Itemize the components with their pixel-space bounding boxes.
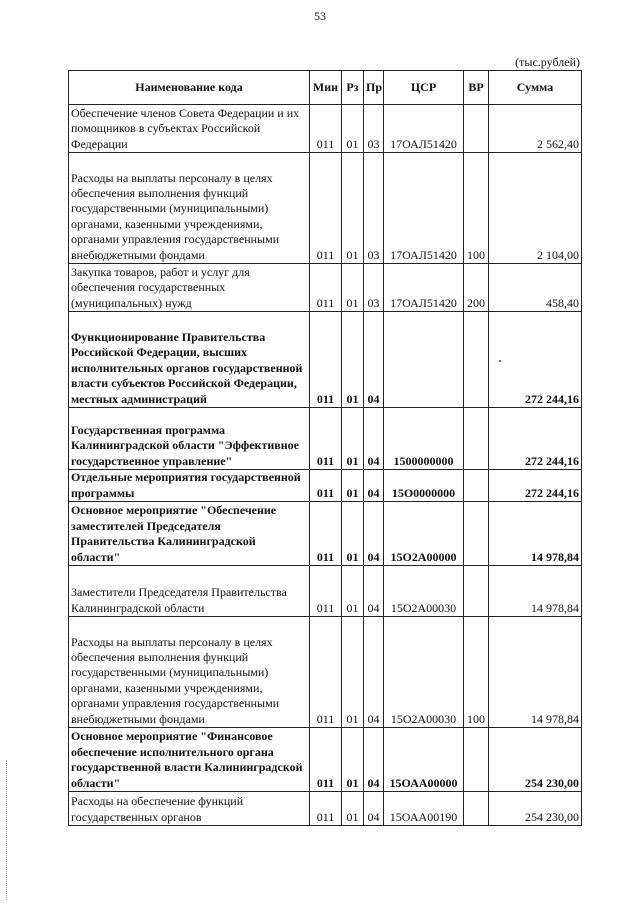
row-pr: 04 bbox=[364, 792, 384, 826]
row-min: 011 bbox=[310, 470, 342, 502]
row-pr: 04 bbox=[364, 470, 384, 502]
row-vr: 100 bbox=[464, 153, 489, 264]
row-csr: 15О2А00030 bbox=[384, 617, 464, 728]
row-name: Расходы на обеспечение функций государственных органов bbox=[69, 792, 310, 826]
table-row bbox=[69, 502, 582, 566]
table-header-row bbox=[69, 71, 582, 105]
row-name: Основное мероприятие "Обеспечение заместителей Председателя Правительства Калининградской области" bbox=[69, 502, 310, 566]
row-vr bbox=[464, 502, 489, 566]
row-sum: 2 562,40 bbox=[489, 105, 582, 153]
scan-margin-artifact bbox=[6, 760, 9, 900]
table-row bbox=[69, 312, 582, 408]
table-row bbox=[69, 153, 582, 264]
row-name: Закупка товаров, работ и услуг для обеспечения государственных (муниципальных) нужд bbox=[69, 264, 310, 312]
row-vr bbox=[464, 728, 489, 792]
row-csr: 15О2А00030 bbox=[384, 566, 464, 617]
row-min: 011 bbox=[310, 728, 342, 792]
row-rz: 01 bbox=[342, 105, 364, 153]
row-vr bbox=[464, 105, 489, 153]
header-csr: ЦСР bbox=[384, 71, 464, 105]
row-vr bbox=[464, 470, 489, 502]
row-vr: 100 bbox=[464, 617, 489, 728]
row-csr: 15ОАА00000 bbox=[384, 728, 464, 792]
row-csr: 1500000000 bbox=[384, 408, 464, 470]
row-rz: 01 bbox=[342, 617, 364, 728]
row-min: 011 bbox=[310, 105, 342, 153]
row-vr bbox=[464, 792, 489, 826]
row-rz: 01 bbox=[342, 470, 364, 502]
row-min: 011 bbox=[310, 153, 342, 264]
row-rz: 01 bbox=[342, 502, 364, 566]
page-number: 53 bbox=[314, 9, 326, 23]
row-min: 011 bbox=[310, 312, 342, 408]
row-csr: 15О2А00000 bbox=[384, 502, 464, 566]
table-row bbox=[69, 792, 582, 826]
row-vr bbox=[464, 408, 489, 470]
row-rz: 01 bbox=[342, 728, 364, 792]
row-min: 011 bbox=[310, 408, 342, 470]
row-pr: 04 bbox=[364, 312, 384, 408]
row-pr: 04 bbox=[364, 728, 384, 792]
row-min: 011 bbox=[310, 264, 342, 312]
row-vr bbox=[464, 312, 489, 408]
row-sum: 458,40 bbox=[489, 264, 582, 312]
row-min: 011 bbox=[310, 502, 342, 566]
row-rz: 01 bbox=[342, 792, 364, 826]
header-name: Наименование кода bbox=[69, 71, 310, 105]
row-min: 011 bbox=[310, 792, 342, 826]
row-rz: 01 bbox=[342, 408, 364, 470]
row-sum: 254 230,00 bbox=[489, 792, 582, 826]
row-vr bbox=[464, 566, 489, 617]
row-csr: 17ОАЛ51420 bbox=[384, 153, 464, 264]
row-sum: 14 978,84 bbox=[489, 566, 582, 617]
row-name: Заместители Председателя Правительства Калининградской области bbox=[69, 566, 310, 617]
table-row bbox=[69, 566, 582, 617]
row-pr: 04 bbox=[364, 617, 384, 728]
table-row bbox=[69, 617, 582, 728]
table-row bbox=[69, 105, 582, 153]
row-sum: 14 978,84 bbox=[489, 502, 582, 566]
header-sum: Сумма bbox=[489, 71, 582, 105]
header-pr: Пр bbox=[364, 71, 384, 105]
units-label: (тыс.рублей) bbox=[515, 55, 580, 69]
row-name: Государственная программа Калининградской области "Эффективное государственное управление" bbox=[69, 408, 310, 470]
header-rz: Рз bbox=[342, 71, 364, 105]
table-row bbox=[69, 264, 582, 312]
row-csr: 17ОАЛ51420 bbox=[384, 264, 464, 312]
row-csr bbox=[384, 312, 464, 408]
table-row bbox=[69, 470, 582, 502]
table-row bbox=[69, 408, 582, 470]
row-csr: 15О0000000 bbox=[384, 470, 464, 502]
header-min: Мин bbox=[310, 71, 342, 105]
row-vr: 200 bbox=[464, 264, 489, 312]
row-rz: 01 bbox=[342, 153, 364, 264]
row-name: Основное мероприятие "Финансовое обеспечение исполнительного органа государственной власти Калининградской области" bbox=[69, 728, 310, 792]
row-pr: 04 bbox=[364, 502, 384, 566]
row-csr: 17ОАЛ51420 bbox=[384, 105, 464, 153]
row-sum: 14 978,84 bbox=[489, 617, 582, 728]
row-min: 011 bbox=[310, 617, 342, 728]
row-name: Расходы на выплаты персоналу в целях обеспечения выполнения функций государственными (муниципальными) органами, казенными учреждениями, органами управления государственными внебюджетными фондами bbox=[69, 617, 310, 728]
row-sum: 272 244,16 bbox=[489, 408, 582, 470]
row-sum: 254 230,00 bbox=[489, 728, 582, 792]
header-vr: ВР bbox=[464, 71, 489, 105]
row-rz: 01 bbox=[342, 312, 364, 408]
row-sum: 272 244,16 bbox=[489, 470, 582, 502]
row-pr: 03 bbox=[364, 264, 384, 312]
row-sum: 272 244,16 bbox=[489, 312, 582, 408]
row-min: 011 bbox=[310, 566, 342, 617]
row-csr: 15ОАА00190 bbox=[384, 792, 464, 826]
row-name: Обеспечение членов Совета Федерации и их помощников в субъектах Российской Федерации bbox=[69, 105, 310, 153]
row-pr: 03 bbox=[364, 153, 384, 264]
budget-table bbox=[68, 70, 582, 826]
row-name: Отдельные мероприятия государственной программы bbox=[69, 470, 310, 502]
row-pr: 04 bbox=[364, 408, 384, 470]
row-sum: 2 104,00 bbox=[489, 153, 582, 264]
row-pr: 04 bbox=[364, 566, 384, 617]
row-name: Расходы на выплаты персоналу в целях обеспечения выполнения функций государственными (муниципальными) органами, казенными учреждениями, органами управления государственными внебюджетными фондами bbox=[69, 153, 310, 264]
row-name: Функционирование Правительства Российской Федерации, высших исполнительных органов государственной власти субъектов Российской Федерации, местных администраций bbox=[69, 312, 310, 408]
table-row bbox=[69, 728, 582, 792]
row-rz: 01 bbox=[342, 264, 364, 312]
row-rz: 01 bbox=[342, 566, 364, 617]
row-pr: 03 bbox=[364, 105, 384, 153]
